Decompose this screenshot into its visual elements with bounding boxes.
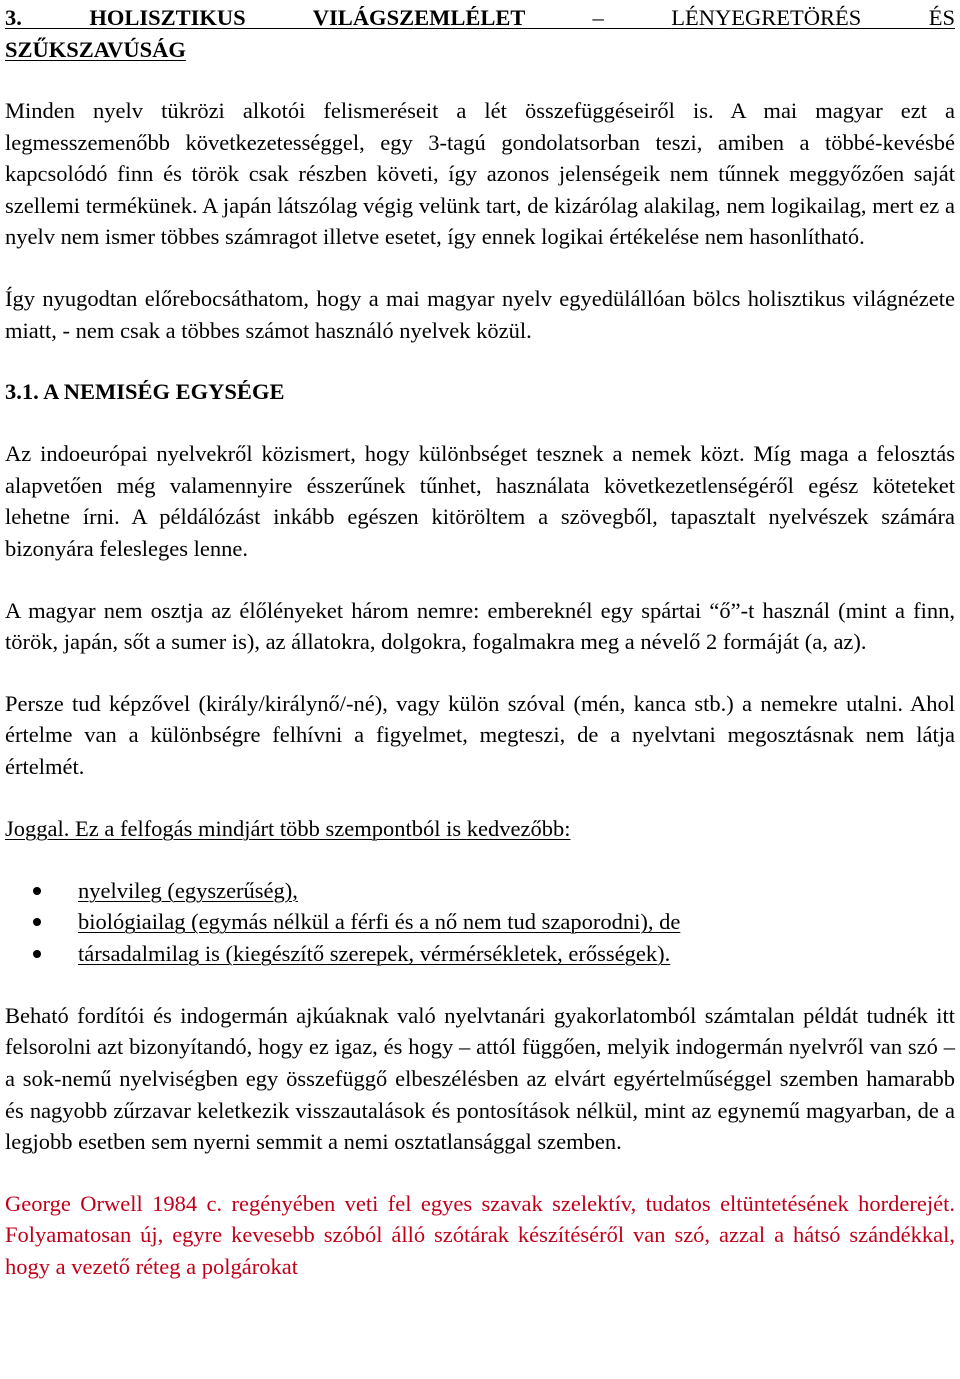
section-heading-line2: SZŰKSZAVÚSÁG [5,37,186,62]
spacer [5,66,955,95]
paragraph-6: Beható fordítói és indogermán ajkúaknak való nyelvtanári gyakorlatomból számtalan példát tudnék itt felsorolni azt bizonyítandó, hogy ez igaz, és hogy – attól függően, melyik indogermán nyelvről van szó – a sok-nemű nyelviségben egy összefüggő elbeszélésben az elvárt egyértelműséggel szemben hamarabb és nagyobb zűrzavar keletkezik visszautalások és pontosítások nélkül, mint az egynemű magyarban, de a legjobb esetben sem nyerni semmit a nemi osztatlansággal szemben. [5,1002,955,1155]
heading-number-title: 3. HOLISZTIKUS VILÁGSZEMLÉLET [5,5,525,30]
heading-line1-rest: LÉNYEGRETÖRÉS ÉS [671,5,956,30]
spacer [5,1158,955,1188]
paragraph-4: A magyar nem osztja az élőlényeket három nemre: embereknél egy spártai “ő”-t használ (mint a finn, török, japán, sőt a sumer is), az állatokra, dolgokra, fogalmakra meg a névelő 2 formáját (a, az). [5,597,955,655]
heading-dash: – [592,5,604,30]
paragraph-3: Az indoeurópai nyelvekről közismert, hogy különbséget tesznek a nemek közt. Míg maga a felosztás alapvetően még valamennyire ésszerűnek tűnhet, használata következetlenségéről egész köteteket lehetne írni. A példálózást inkább egészen kitöröltem a szövegből, tapasztalt nyelvészek számára bizonyára felesleges lenne. [5,441,955,561]
joggal-line [5,813,955,845]
paragraph-5: Persze tud képzővel (király/királynő/-né), vagy külön szóval (mén, kanca stb.) a nemekre utalni. Ahol értelme van a különbségre felhívni a figyelmet, megteszi, de a nyelvtani megosztásnak nem látja értelmét. [5,690,955,779]
spacer [5,970,955,1000]
bullet-icon [33,918,41,926]
bullet-icon [33,950,41,958]
joggal-text: Joggal. Ez a felfogás mindjárt több szempontból is kedvezőbb: [5,815,571,841]
paragraph-7: George Orwell 1984 c. regényében veti fel egyes szavak szelektív, tudatos eltüntetésének horderejét. Folyamatosan új, egyre kevesebb szóból álló szótárak készítéséről van szó, azzal a hátsó szándékkal, hogy a vezető réteg a polgárokat [5,1190,955,1280]
section-heading [5,2,955,34]
paragraph-2: Így nyugodtan előrebocsáthatom, hogy a mai magyar nyelv egyedülállóan bölcs holisztikus világnézete miatt, - nem csak a többes számot használó nyelvek közül. [5,285,955,343]
spacer [5,845,955,875]
spacer [5,783,955,813]
bullet-icon [33,887,41,895]
list-item [5,938,955,970]
bullet-list [5,875,955,970]
spacer [5,658,955,688]
list-item [5,875,955,907]
spacer [5,346,955,376]
list-item-text: biológiailag (egymás nélkül a férfi és a nő nem tud szaporodni), de [78,909,681,935]
spacer [5,565,955,595]
spacer [5,253,955,283]
subsection-heading: 3.1. A NEMISÉG EGYSÉGE [5,379,285,405]
list-item [5,906,955,938]
list-item-text: nyelvileg (egyszerűség), [78,877,298,903]
document-page [5,2,955,1283]
list-item-text: társadalmilag is (kiegészítő szerepek, vérmérsékletek, erősségek). [78,941,671,967]
paragraph-1: Minden nyelv tükrözi alkotói felismeréseit a lét összefüggéseiről is. A mai magyar ezt a legmesszemenőbb következetességgel, egy 3-tagú gondolatsorban teszi, amiben a többé-kevésbé kapcsolódó finn és török csak részben követi, így azonos jelenségeik nem tűnnek meggyőzően saját szellemi termékünek. A japán látszólag végig velünk tart, de kizárólag alakilag, nem logikailag, mert ez a nyelv nem ismer többes számragot illetve esetet, így ennek logikai értékelése nem hasonlítható. [5,98,955,250]
spacer [5,408,955,438]
